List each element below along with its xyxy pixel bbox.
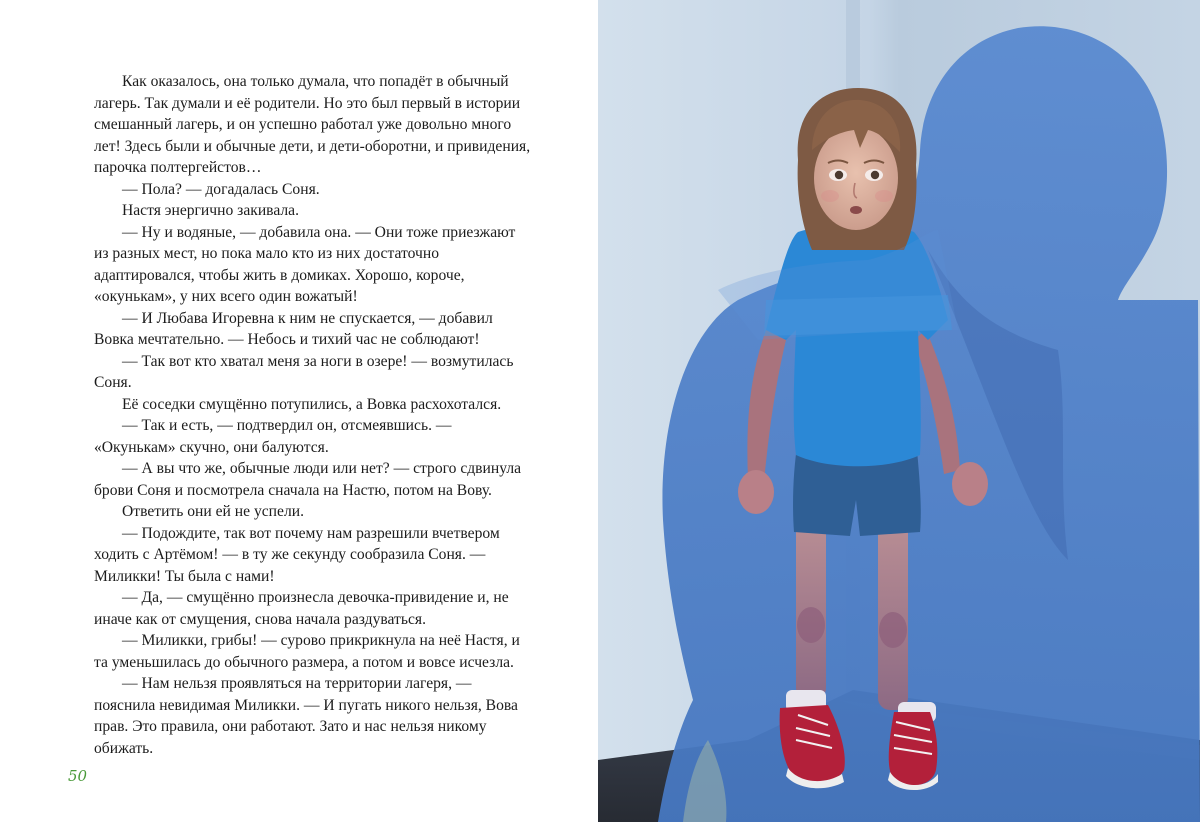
paragraph-4: — Ну и водяные, — добавила она. — Они тоже приезжают из разных мест, но пока мало кто из них достаточно адаптировался, чтобы жить в домиках. Хорошо, короче, «окунькам», у них всего один вожатый!: [94, 223, 516, 305]
paragraph-1: Как оказалось, она только думала, что попадёт в обычный лагерь. Так думали и её родители. Но это был первый в истории смешанный лагерь, и он успешно работал уже довольно много лет! Здесь были и обычные дети, и дети-оборотни, и привидения, парочка полтергейстов…: [94, 73, 531, 176]
girl-left-cheek: [821, 190, 839, 202]
story-text: [94, 71, 531, 759]
paragraph-11: — Подождите, так вот почему нам разрешили вчетвером ходить с Артёмом! — в ту же секунду сообразила Соня. — Миликки! Ты была с нами!: [94, 524, 500, 585]
page-number: 50: [68, 767, 88, 785]
left-page: [0, 0, 598, 822]
girl-left-pupil: [835, 171, 843, 179]
girl-right-pupil: [871, 171, 879, 179]
paragraph-7: Её соседки смущённо потупились, а Вовка расхохотался.: [122, 395, 502, 413]
paragraph-9: — А вы что же, обычные люди или нет? — строго сдвинула брови Соня и посмотрела сначала на Настю, потом на Вову.: [94, 460, 522, 499]
paragraph-14: — Нам нельзя проявляться на территории лагеря, — пояснила невидимая Миликки. — И пугать никого нельзя, Вова прав. Это правила, они работают. Зато и нас нельзя никому обижать.: [94, 675, 518, 757]
girl-right-knee: [879, 612, 907, 648]
paragraph-8: — Так и есть, — подтвердил он, отсмеявшись. — «Окунькам» скучно, они балуются.: [94, 417, 452, 456]
paragraph-10: Ответить они ей не успели.: [122, 503, 304, 520]
paragraph-13: — Миликки, грибы! — сурово прикрикнула на неё Настя, и та уменьшилась до обычного размера, а потом и вовсе исчезла.: [94, 632, 520, 671]
paragraph-12: — Да, — смущённо произнесла девочка-привидение и, не иначе как от смущения, снова начала раздуваться.: [94, 589, 509, 628]
girl-face: [814, 126, 898, 230]
paragraph-2: — Пола? — догадалась Соня.: [122, 180, 320, 198]
girl-left-hand: [738, 470, 774, 514]
girl-mouth: [850, 206, 862, 214]
girl-right-hand: [952, 462, 988, 506]
girl-right-cheek: [875, 190, 893, 202]
paragraph-5: — И Любава Игоревна к ним не спускается, — добавил Вовка мечтательно. — Небось и тихий час не соблюдают!: [94, 309, 493, 348]
illustration: [598, 0, 1200, 822]
illustration-page: [598, 0, 1200, 822]
paragraph-6: — Так вот кто хватал меня за ноги в озере! — возмутилась Соня.: [94, 352, 514, 391]
paragraph-3: Настя энергично закивала.: [122, 202, 299, 219]
girl-left-knee: [797, 607, 825, 643]
